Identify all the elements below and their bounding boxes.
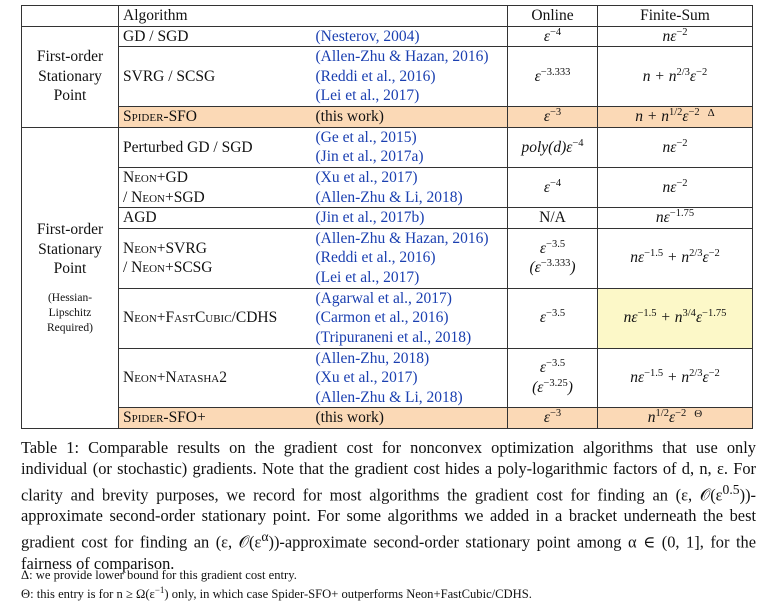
citation[interactable]: (Carmon et al., 2016) [315, 309, 449, 327]
table-row [22, 167, 753, 207]
header-finite-sum: Finite-Sum [598, 6, 753, 27]
algorithm-name: Spider-SFO [119, 107, 312, 128]
citation[interactable]: (Reddi et al., 2016) [315, 249, 436, 267]
citation[interactable]: (Allen-Zhu & Li, 2018) [315, 188, 463, 206]
citation[interactable]: (Reddi et al., 2016) [315, 67, 436, 85]
lower-bound-marker: Δ [707, 107, 715, 120]
algorithm-name: GD / SGD [119, 26, 312, 47]
algorithm-name: SVRG / SCSG [119, 47, 312, 107]
citation[interactable]: (Allen-Zhu & Li, 2018) [315, 388, 463, 406]
algorithm-name: Neon+Natasha2 [119, 348, 312, 408]
online-cost: $\varepsilon^{-3.5}$ $(\varepsilon^{-3.333})$ [508, 228, 598, 288]
algorithm-name: AGD [119, 208, 312, 229]
algorithm-name: Neon+SVRG / Neon+SCSG [119, 228, 312, 288]
header-algorithm: Algorithm [119, 6, 508, 27]
online-cost: $\varepsilon^{-4}$ [508, 26, 598, 47]
online-cost: $\varepsilon^{-3.5}$ [508, 288, 598, 348]
finite-sum-cost: $n\varepsilon^{-2}$ [598, 127, 753, 167]
online-cost: N/A [508, 208, 598, 229]
citation[interactable]: (Xu et al., 2017) [315, 168, 418, 186]
citation[interactable]: (Agarwal et al., 2017) [315, 289, 452, 307]
footnote-theta: Θ: this entry is for $n \ge \Omega(\varepsilon^{-1})$ only, in which case Spider-SFO+ outperforms Neon+FastCubic/CDHS. [21, 585, 532, 601]
citation[interactable]: (Allen-Zhu & Hazan, 2016) [315, 48, 489, 66]
citation[interactable]: (Jin et al., 2017b) [312, 208, 508, 229]
finite-sum-cost: $n\varepsilon^{-1.5} + n^{2/3}\varepsilon^{-2}$ [598, 228, 753, 288]
online-cost: $\varepsilon^{-4}$ [508, 167, 598, 207]
hessian-note: (Hessian- Lipschitz Required) [47, 291, 93, 334]
finite-sum-cost: $n\varepsilon^{-2}$ [598, 167, 753, 207]
category-second-order: First-order Stationary Point (Hessian- Lipschitz Required) [22, 127, 119, 428]
table-row [22, 228, 753, 288]
finite-sum-cost-highlight: $n\varepsilon^{-1.5} + n^{3/4}\varepsilon^{-1.75}$ [598, 288, 753, 348]
finite-sum-cost: $n^{1/2}\varepsilon^{-2}$ $^\Theta$ [598, 408, 753, 429]
comparison-table [21, 5, 753, 429]
citation-group [312, 228, 508, 288]
citation[interactable]: (Lei et al., 2017) [315, 268, 420, 286]
online-cost: $\varepsilon^{-3.333}$ [508, 47, 598, 107]
citation: (this work) [312, 408, 508, 429]
online-cost: $\varepsilon^{-3}$ [508, 408, 598, 429]
citation[interactable]: (Tripuraneni et al., 2018) [315, 328, 472, 346]
table-caption: Table 1: Comparable results on the gradient cost for nonconvex optimization algorithms that use only individual (or stochastic) gradients. Note that the gradient cost hides a poly-logarithmic factors of d, n, ε. For clarity and brevity purposes, we record for most algorithms the gradient cost for finding an (ε, $𝒪(\varepsilon^{0.5})$)-approximate second-order stationary point. For some algorithms we added in a bracket underneath the best gradient cost for finding an (ε, $𝒪(\varepsilon^\alpha)$)-approximate second-order stationary point among α ∈ (0, 1], for the fairness of comparison. [21, 438, 757, 573]
table-row [22, 208, 753, 229]
finite-sum-cost: $n + n^{2/3}\varepsilon^{-2}$ [598, 47, 753, 107]
table-row-highlight [22, 408, 753, 429]
finite-sum-cost: $n\varepsilon^{-1.75}$ [598, 208, 753, 229]
citation[interactable]: (Lei et al., 2017) [315, 87, 420, 105]
algorithm-name: Spider-SFO+ [119, 408, 312, 429]
citation[interactable]: (Nesterov, 2004) [312, 26, 508, 47]
citation-group [312, 288, 508, 348]
citation[interactable]: (Allen-Zhu, 2018) [315, 349, 430, 367]
citation[interactable]: (Xu et al., 2017) [315, 369, 418, 387]
algorithm-name: Perturbed GD / SGD [119, 127, 312, 167]
algorithm-name: Neon+FastCubic/CDHS [119, 288, 312, 348]
algorithm-name: Neon+GD / Neon+SGD [119, 167, 312, 207]
citation-group [312, 47, 508, 107]
finite-sum-cost: $n\varepsilon^{-1.5} + n^{2/3}\varepsilon^{-2}$ [598, 348, 753, 408]
online-cost: $\varepsilon^{-3}$ [508, 107, 598, 128]
header-empty-cell [22, 6, 119, 27]
online-cost: $\varepsilon^{-3.5}$ $(\varepsilon^{-3.25})$ [508, 348, 598, 408]
table-header-row [22, 6, 753, 27]
citation-group [312, 348, 508, 408]
finite-sum-cost: $n\varepsilon^{-2}$ [598, 26, 753, 47]
table-row [22, 127, 753, 167]
online-cost: $poly(d)\varepsilon^{-4}$ [508, 127, 598, 167]
citation-group [312, 127, 508, 167]
citation[interactable]: (Jin et al., 2017a) [315, 148, 424, 166]
table-row [22, 348, 753, 408]
footnote-delta: Δ: we provide lower bound for this gradient cost entry. [21, 568, 297, 582]
table-row [22, 47, 753, 107]
table-row-highlight [22, 107, 753, 128]
category-first-order: First-order Stationary Point [22, 26, 119, 127]
header-online: Online [508, 6, 598, 27]
citation-group [312, 167, 508, 207]
citation: (this work) [312, 107, 508, 128]
finite-sum-cost: $n + n^{1/2}\varepsilon^{-2}$ $^\Delta$ [598, 107, 753, 128]
table-row [22, 26, 753, 47]
condition-marker: Θ [694, 408, 703, 421]
table-row [22, 288, 753, 348]
citation[interactable]: (Ge et al., 2015) [315, 128, 417, 146]
citation[interactable]: (Allen-Zhu & Hazan, 2016) [315, 229, 489, 247]
